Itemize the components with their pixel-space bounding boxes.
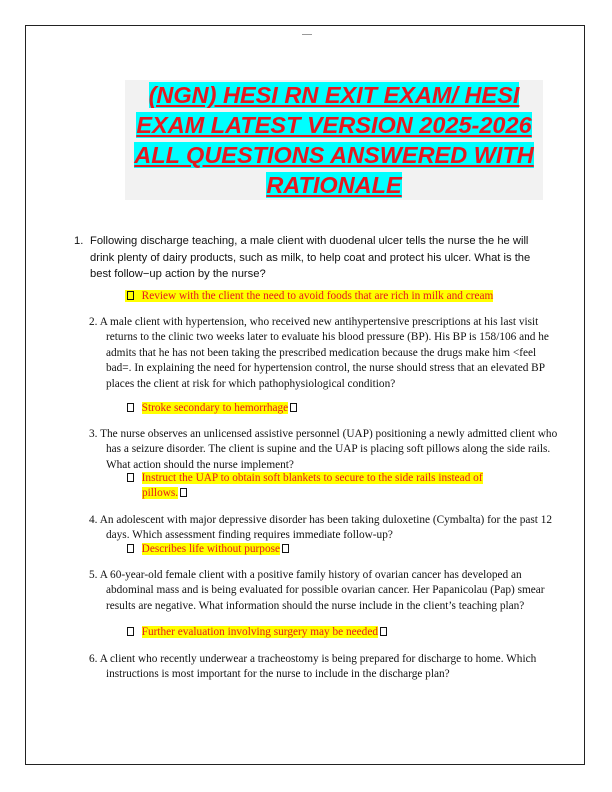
- document-title: [125, 80, 543, 200]
- question-5: [89, 568, 561, 614]
- question-4: [89, 513, 561, 544]
- checkbox-icon: [180, 488, 187, 497]
- question-1: [74, 233, 540, 283]
- answer-text-line-1: Instruct the UAP to obtain soft blankets to secure to the side rails instead of: [141, 472, 483, 484]
- answer-3: [125, 471, 525, 501]
- checkbox-icon: [127, 403, 134, 412]
- header-mark: [302, 34, 312, 35]
- question-text: A male client with hypertension, who received new antihypertensive prescriptions at his last visit returns to the clinic two weeks later to evaluate his blood pressure (BP). His BP is 158/106 and he admits that he has not been taking the prescribed medication because the drugs make him <feel bad=. In explaining the need for hypertension control, the nurse should stress that an elevated BP places the client at risk for which pathophysiological condition?: [99, 316, 549, 390]
- question-3: [89, 427, 561, 473]
- answer-text: Describes life without purpose: [141, 543, 281, 555]
- title-line-1: (NGN) HESI RN EXIT EXAM/ HESI: [148, 82, 520, 108]
- question-number: 4.: [89, 514, 98, 526]
- checkbox-icon: [290, 403, 297, 412]
- checkbox-icon: [380, 627, 387, 636]
- checkbox-icon: [127, 627, 134, 636]
- answer-4: [125, 542, 291, 557]
- answer-text: Stroke secondary to hemorrhage: [141, 402, 289, 414]
- question-number: 5.: [89, 569, 98, 581]
- question-text: The nurse observes an unlicensed assistive personnel (UAP) positioning a newly admitted client who has a seizure disorder. The client is supine and the UAP is placing soft pillows along the side rails. What action should the nurse implement?: [100, 428, 558, 471]
- question-text: Following discharge teaching, a male client with duodenal ulcer tells the nurse the he will drink plenty of dairy products, such as milk, to help coat and protect his ulcer. What is the best follow−up action by the nurse?: [90, 235, 531, 280]
- checkbox-icon: [127, 473, 134, 482]
- title-line-3: ALL QUESTIONS ANSWERED WITH: [134, 142, 534, 168]
- checkbox-icon: [127, 544, 134, 553]
- checkbox-icon: [127, 291, 134, 300]
- title-line-4: RATIONALE: [266, 172, 402, 198]
- question-number: 1.: [74, 235, 84, 247]
- question-text: An adolescent with major depressive disorder has been taking duloxetine (Cymbalta) for the past 12 days. Which assessment finding requires immediate follow-up?: [99, 514, 553, 542]
- answer-5: [125, 625, 389, 640]
- question-number: 3.: [89, 428, 98, 440]
- question-2: [89, 315, 561, 392]
- answer-text-line-2: pillows.: [142, 487, 179, 499]
- question-text: A 60-year-old female client with a positive family history of ovarian cancer has developed an abdominal mass and is being evaluated for possible ovarian cancer. Her Papanicolau (Pap) smear results are negative. What information should the nurse include in the client’s teaching plan?: [99, 569, 545, 612]
- question-number: 2.: [89, 316, 98, 328]
- answer-1: [125, 289, 493, 304]
- question-6: [89, 652, 561, 683]
- answer-2: [125, 401, 299, 416]
- question-text: A client who recently underwear a tracheostomy is being prepared for discharge to home. Which instructions is most important for the nurse to include in the discharge plan?: [99, 653, 537, 681]
- checkbox-icon: [282, 544, 289, 553]
- answer-text: Review with the client the need to avoid foods that are rich in milk and cream: [141, 290, 494, 302]
- question-number: 6.: [89, 653, 98, 665]
- title-line-2: EXAM LATEST VERSION 2025-2026: [136, 112, 532, 138]
- answer-text: Further evaluation involving surgery may be needed: [141, 626, 378, 638]
